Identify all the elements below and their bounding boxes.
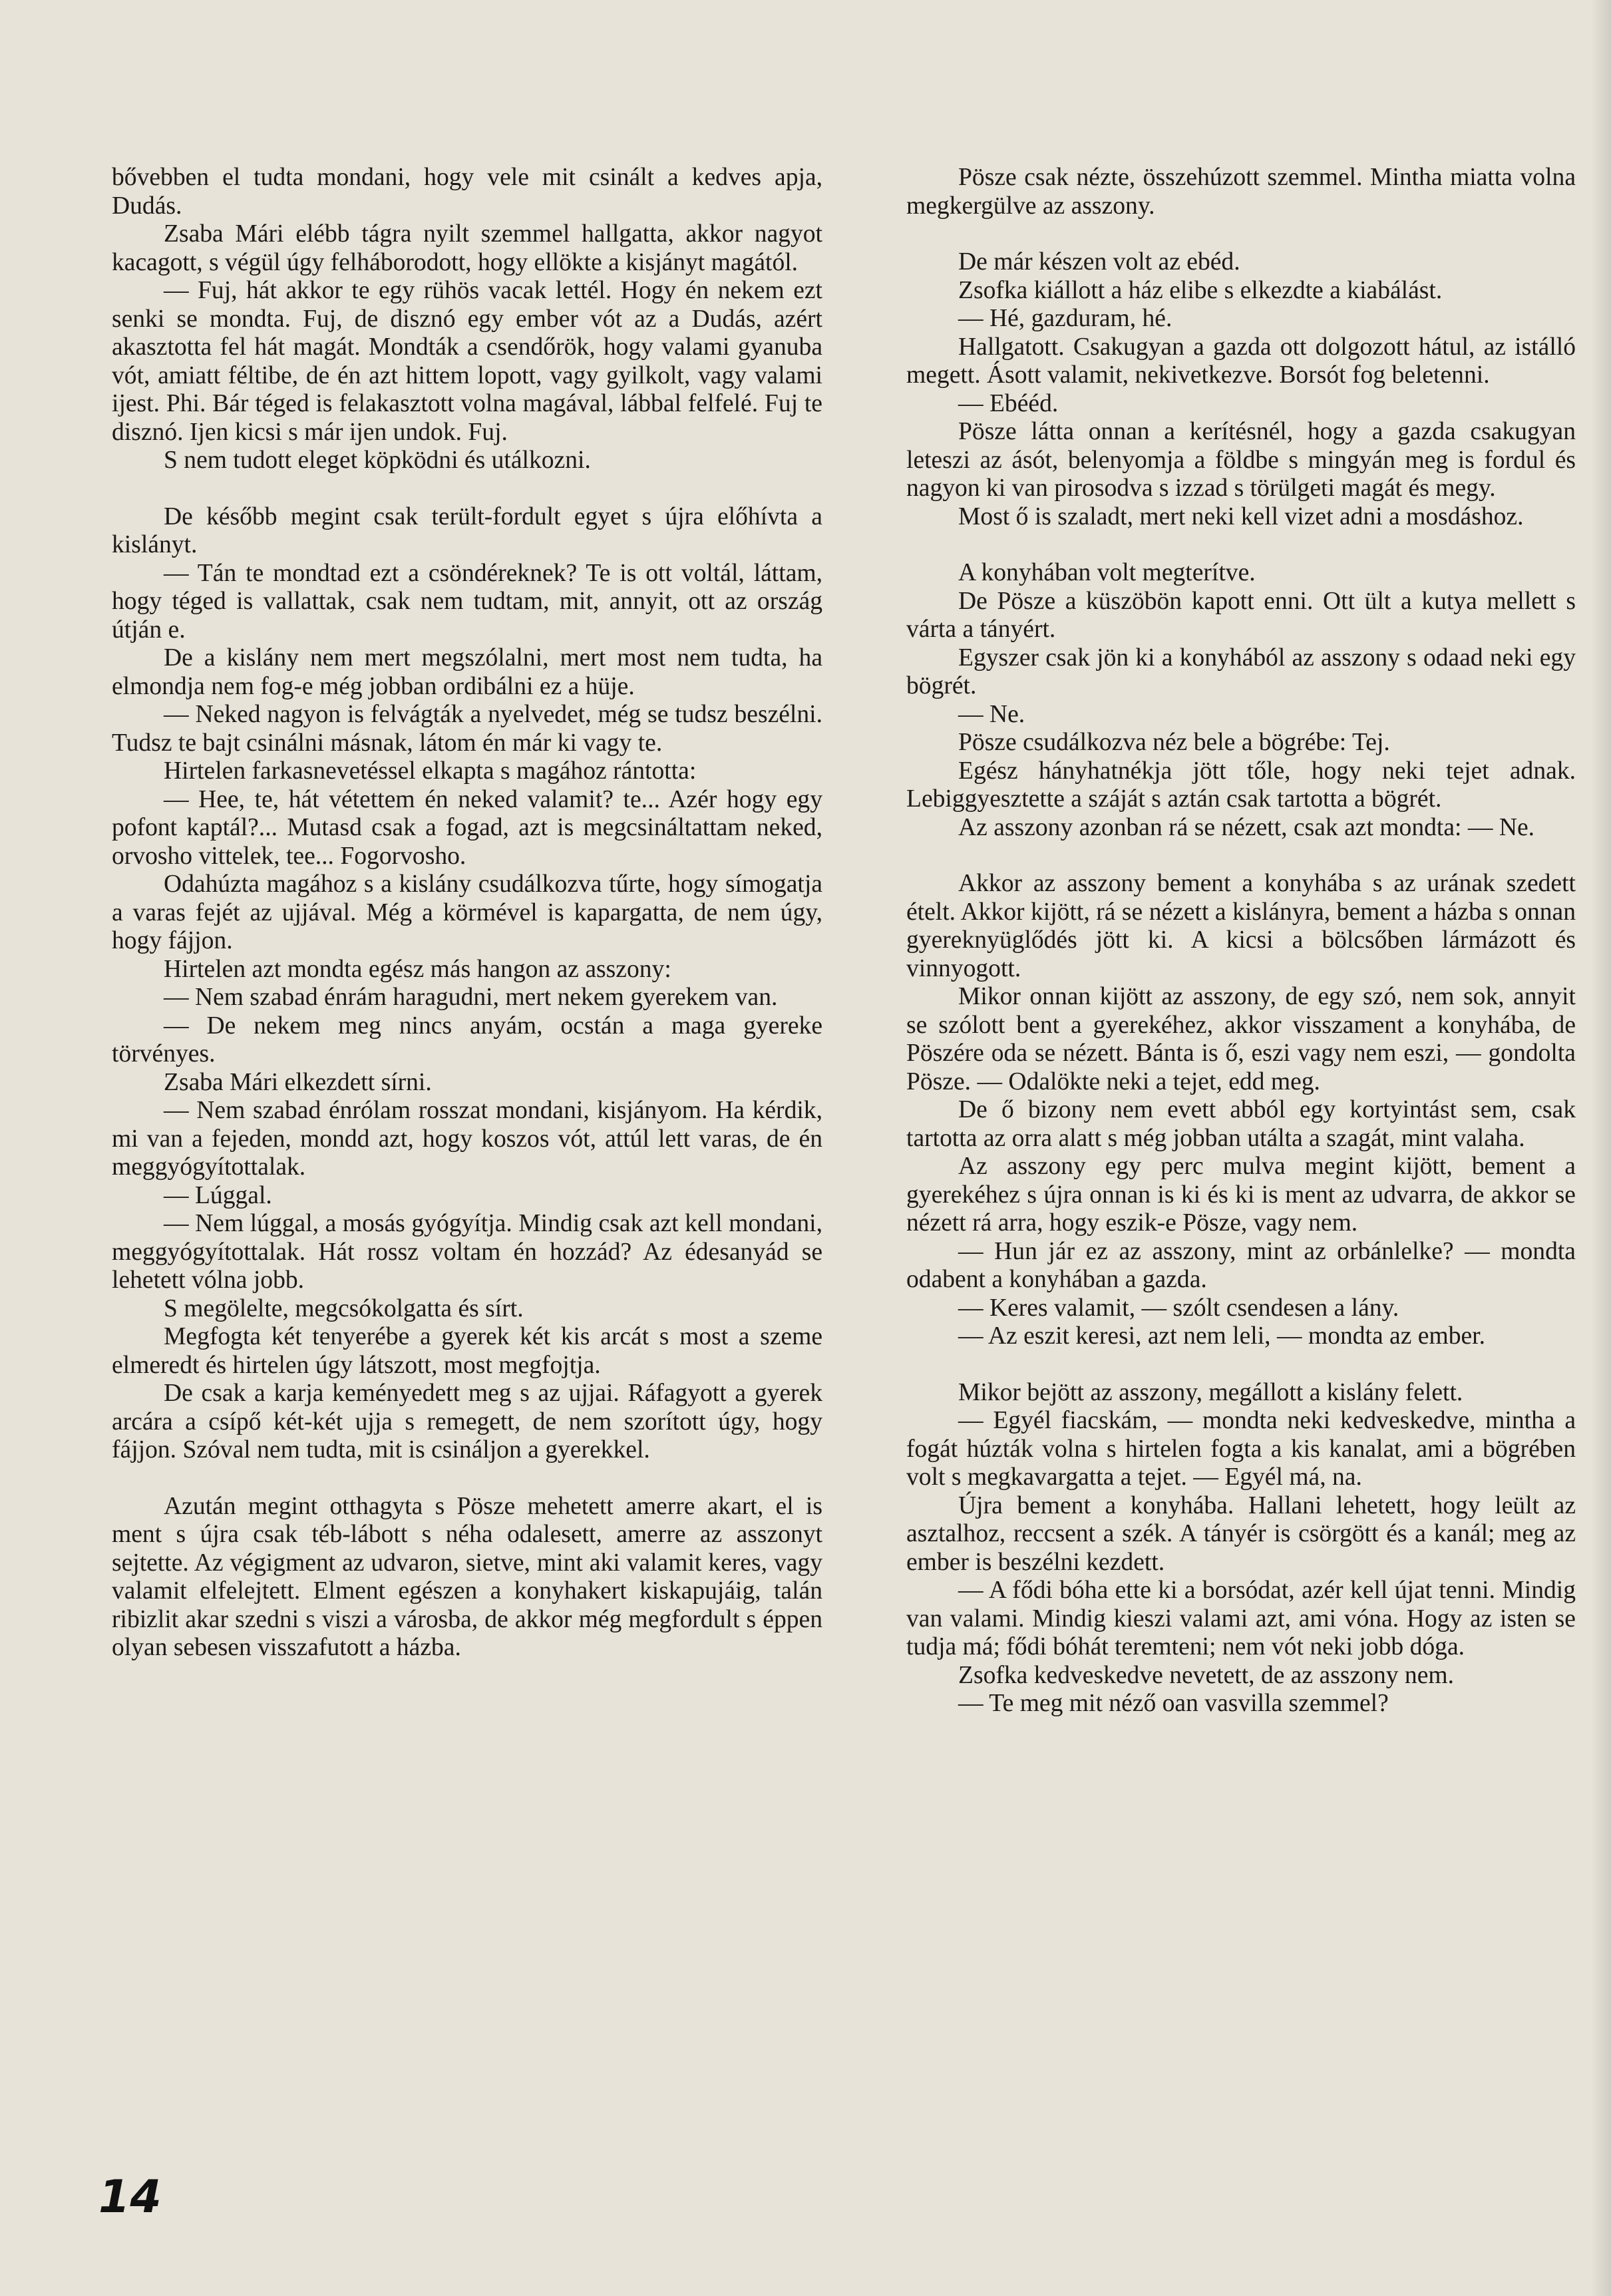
left-column [112, 164, 822, 1662]
paragraph: — Ne. [958, 700, 1025, 728]
paragraph: Megfogta két tenyerébe a gyerek két kis arcát s most a szeme elmeredt és hirtelen úgy látszott, most megfojtja. [112, 1323, 822, 1379]
paragraph: Zsaba Mári elkezdett sírni. [164, 1068, 432, 1096]
paragraph: — Nem szabad énrólam rosszat mondani, kisjányom. Ha kérdik, mi van a fejeden, mondd azt, hogy koszos vót, attúl lett varas, de én meggyógyítottalak. [112, 1097, 822, 1181]
paragraph: — De nekem meg nincs anyám, ocstán a maga gyereke törvényes. [112, 1012, 822, 1067]
paragraph: — Ebééd. [958, 389, 1059, 417]
paragraph: Zsofka kiállott a ház elibe s elkezdte a kiabálást. [958, 276, 1443, 304]
paragraph: — Neked nagyon is felvágták a nyelvedet, még se tudsz beszélni. Tudsz te bajt csinálni másnak, látom én már ki vagy te. [112, 701, 822, 757]
paragraph: Zsaba Mári elébb tágra nyilt szemmel hallgatta, akkor nagyot kacagott, s végül úgy felháborodott, hogy ellökte a kisjányt magától. [112, 220, 822, 276]
paragraph: De már készen volt az ebéd. [958, 248, 1240, 276]
paragraph: — Nem szabad énrám haragudni, mert nekem gyerekem van. [164, 984, 778, 1011]
paragraph: Egész hányhatnékja jött tőle, hogy neki tejet adnak. Lebiggyesztette a száját s aztán csak tartotta a bögrét. [906, 757, 1576, 813]
paragraph: Azután megint otthagyta s Pösze mehetett amerre akart, el is ment s újra csak téb-lábott s néha odalesett, amerre az asszonyt sejtette. Az végigment az udvaron, sietve, mint aki valamit keres, vagy valamit elfelejtett. Elment egészen a konyhakert kiskapujáig, talán ribizlit akar szedni s viszi a városba, de akkor még megfordult s éppen olyan sebesen visszafutott a házba. [112, 1492, 822, 1661]
paragraph: Pösze csudálkozva néz bele a bögrébe: Tej. [958, 729, 1390, 756]
paragraph: De csak a karja keményedett meg s az ujjai. Ráfagyott a gyerek arcára a csípő két-két ujja s remegett, de nem szorított úgy, hogy fájjon. Szóval nem tudta, mit is csináljon a gyerekkel. [112, 1380, 822, 1463]
paragraph: — Hun jár ez az asszony, mint az orbánlelke? — mondta odabent a konyhában a gazda. [906, 1237, 1576, 1293]
paragraph: De később megint csak terült-fordult egyet s újra előhívta a kislányt. [112, 502, 822, 558]
paragraph: — Hee, te, hát vétettem én neked valamit? te... Azér hogy egy pofont kaptál?... Mutasd csak a fogad, azt is megcsináltattam neked, orvosho vittelek, tee... Fogorvosho. [112, 785, 822, 870]
paragraph: Hirtelen farkasnevetéssel elkapta s magához rántotta: [164, 757, 697, 785]
paragraph: De ő bizony nem evett abból egy kortyintást sem, csak tartotta az orra alatt s még jobban utálta a szagát, mint valaha. [906, 1096, 1576, 1152]
page-number: 14 [98, 2171, 162, 2223]
paragraph: — Tán te mondtad ezt a csöndéreknek? Te is ott voltál, láttam, hogy téged is vallattak, csak nem tudtam, mit, annyit, ott az ország útján e. [112, 559, 822, 644]
paragraph: — Hé, gazduram, hé. [958, 305, 1172, 332]
paragraph: Most ő is szaladt, mert neki kell vizet adni a mosdáshoz. [958, 502, 1524, 530]
paragraph: Mikor onnan kijött az asszony, de egy szó, nem sok, annyit se szólott bent a gyerekéhez, akkor visszament a konyhába, de Pöszére oda se nézett. Bánta is ő, eszi vagy nem eszi, — gondolta Pösze. — Odalökte neki a tejet, edd meg. [906, 983, 1576, 1095]
paragraph: Hallgatott. Csakugyan a gazda ott dolgozott hátul, az istálló megett. Ásott valamit, nekivetkezve. Borsót fog beletenni. [906, 333, 1576, 389]
paragraph: — Keres valamit, — szólt csendesen a lány. [958, 1294, 1399, 1322]
paragraph: — A fődi bóha ette ki a borsódat, azér kell újat tenni. Mindig van valami. Mindig kieszi valami azt, ami vóna. Hogy az isten se tudja má; fődi bóhát teremteni; nem vót neki jobb dóga. [906, 1577, 1576, 1660]
paragraph: — Lúggal. [164, 1181, 272, 1209]
paragraph: — Te meg mit néző oan vasvilla szemmel? [958, 1690, 1389, 1717]
paragraph: Az asszony egy perc mulva megint kijött, bement a gyerekéhez s újra onnan is ki és ki is ment az udvarra, de akkor se nézett rá arra, hogy eszik-e Pösze, vagy nem. [906, 1153, 1576, 1237]
paragraph: Pösze csak nézte, összehúzott szemmel. Mintha miatta volna megkergülve az asszony. [906, 164, 1576, 220]
paragraph: S nem tudott eleget köpködni és utálkozni. [164, 447, 591, 474]
paragraph: De a kislány nem mert megszólalni, mert most nem tudta, ha elmondja nem fog-e még jobban ordibálni ez a hüje. [112, 644, 822, 700]
paragraph: De Pösze a küszöbön kapott enni. Ott ült a kutya mellett s várta a tányért. [906, 587, 1576, 643]
paragraph: Odahúzta magához s a kislány csudálkozva tűrte, hogy símogatja a varas fejét az ujjával. Még a körmével is kapargatta, de nem úgy, hogy fájjon. [112, 870, 822, 954]
paragraph: — Nem lúggal, a mosás gyógyítja. Mindig csak azt kell mondani, meggyógyítottalak. Hát rossz voltam én hozzád? Az édesanyád se lehetett vólna jobb. [112, 1210, 822, 1294]
paragraph: — Egyél fiacskám, — mondta neki kedveskedve, mintha a fogát húzták volna s hirtelen fogta a kis kanalat, ami a bögrében volt s megkavargatta a tejet. — Egyél má, na. [906, 1407, 1576, 1491]
paragraph: Mikor bejött az asszony, megállott a kislány felett. [958, 1378, 1463, 1406]
paragraph: Egyszer csak jön ki a konyhából az asszony s odaad neki egy bögrét. [906, 644, 1576, 699]
paragraph: — Az eszit keresi, azt nem leli, — mondta az ember. [958, 1322, 1486, 1350]
paragraph: Pösze látta onnan a kerítésnél, hogy a gazda csakugyan leteszi az ásót, belenyomja a földbe s mingyán meg is fordul és nagyon ki van pirosodva s izzad s törülgeti magát és megy. [906, 418, 1576, 502]
paragraph: Az asszony azonban rá se nézett, csak azt mondta: — Ne. [958, 813, 1535, 841]
right-column [906, 164, 1576, 1718]
paragraph: S megölelte, megcsókolgatta és sírt. [164, 1294, 524, 1322]
paragraph: A konyhában volt megterítve. [958, 559, 1256, 586]
paragraph: — Fuj, hát akkor te egy rühös vacak lettél. Hogy én nekem ezt senki se mondta. Fuj, de disznó egy ember vót az a Dudás, azért akasztotta fel hát magát. Mondták a csendőrök, hogy valami gyanuba vót, amiatt féltibe, de én azt hittem lopott, vagy gyilkolt, vagy valami ijest. Phi. Bár téged is felakasztott volna magával, lábbal felfelé. Fuj te disznó. Ijen kicsi s már ijen undok. Fuj. [112, 277, 822, 446]
paragraph: Hirtelen azt mondta egész más hangon az asszony: [164, 955, 671, 983]
paragraph: Zsofka kedveskedve nevetett, de az asszony nem. [958, 1661, 1455, 1689]
paragraph: Akkor az asszony bement a konyhába s az urának szedett ételt. Akkor kijött, rá se nézett a kislányra, bement a házba s onnan gyereknyüglődés jött ki. A kicsi a bölcsőben lármázott és vinnyogott. [906, 870, 1576, 982]
binding-shadow [1591, 0, 1611, 2296]
paragraph: bővebben el tudta mondani, hogy vele mit csinált a kedves apja, Dudás. [112, 164, 822, 220]
paragraph: Újra bement a konyhába. Hallani lehetett, hogy leült az asztalhoz, reccsent a szék. A tányér is csörgött és a kanál; meg az ember is beszélni kezdett. [906, 1491, 1576, 1576]
